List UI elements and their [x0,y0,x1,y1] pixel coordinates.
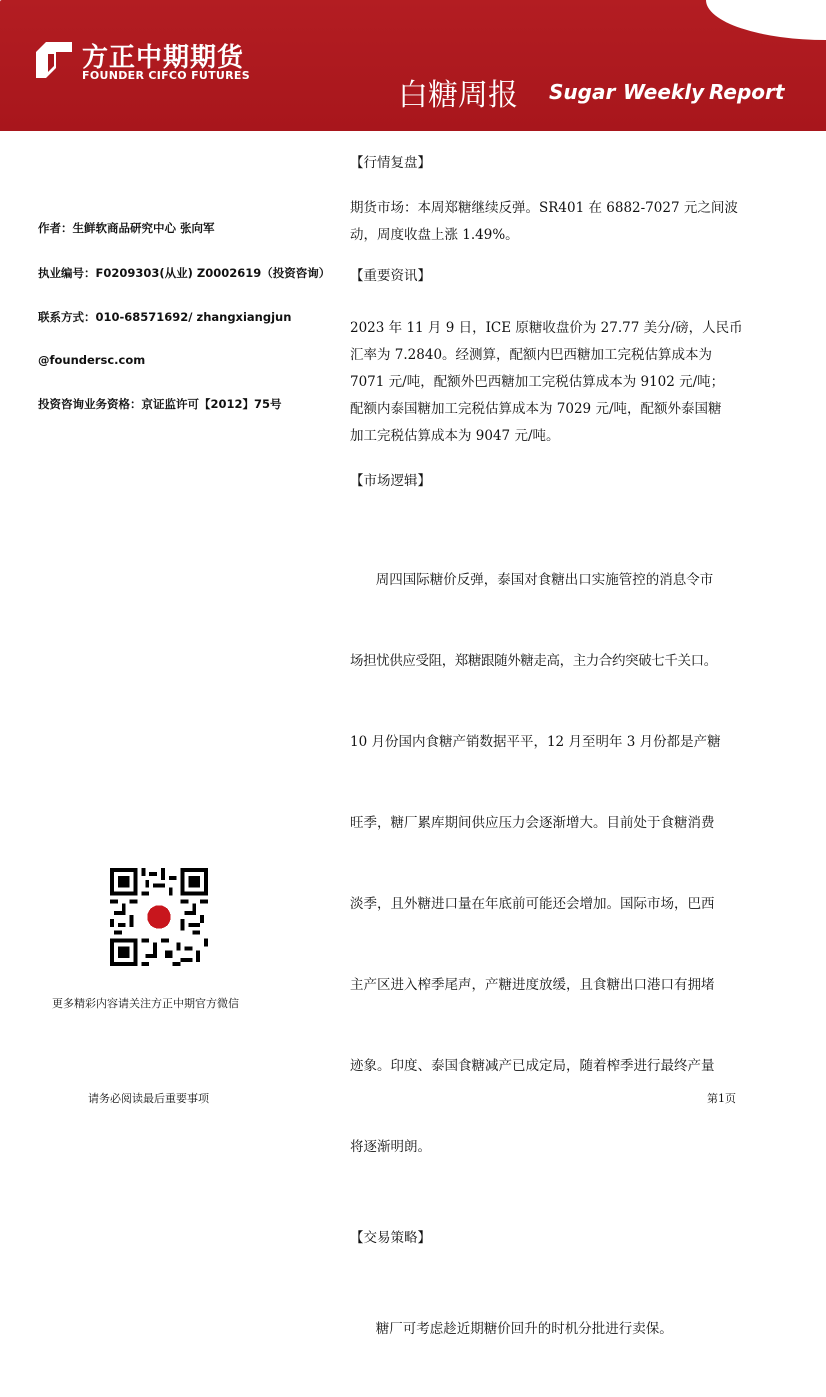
qualification-line: 投资咨询业务资格：京证监许可【2012】75号 [38,397,282,411]
text-line: 糖厂可考虑趁近期糖价回升的时机分批进行卖保。 [350,1321,673,1337]
contact-line: 联系方式：010-68571692/ zhangxiangjun [38,310,292,324]
text-line: 场担忧供应受阻，郑糖跟随外糖走高，主力合约突破七千关口。 [350,653,717,669]
report-title-en-word: Weekly [623,80,705,104]
text-line: 淡季，且外糖进口量在年底前可能还会增加。国际市场，巴西 [350,896,715,912]
text-line: 迹象。印度、泰国食糖减产已成定局，随着榨季进行最终产量 [350,1058,715,1074]
section-title-logic: 【市场逻辑】 [350,473,431,489]
report-header [0,0,826,131]
text-line: 10 月份国内食糖产销数据平平，12 月至明年 3 月份都是产糖 [350,734,721,750]
news-paragraph [350,315,770,450]
company-name-cn: 方正中期期货 [82,43,245,73]
text-line: 旺季，糖厂累库期间供应压力会逐渐增大。目前处于食糖消费 [350,815,715,831]
footer-disclaimer: 请务必阅读最后重要事项 [88,1092,209,1105]
license-line: 执业编号：F0209303(从业) Z0002619（投资咨询） [38,266,331,280]
founder-logo-icon [34,40,74,80]
header-corner-cutout [706,0,826,40]
market-review-paragraph [350,195,770,249]
text-line: 7071 元/吨，配额外巴西糖加工完税估算成本为 9102 元/吨； [350,374,725,390]
email-domain-line: @foundersc.com [38,353,146,367]
report-body [350,150,770,1397]
report-title-cn: 白糖周报 [398,78,518,113]
text-line: 周四国际糖价反弹，泰国对食糖出口实施管控的消息令市 [350,572,714,588]
text-line: 加工完税估算成本为 9047 元/吨。 [350,428,560,444]
company-name-en: FOUNDER CIFCO FUTURES [82,69,250,82]
text-line: 将逐渐明朗。 [350,1139,431,1155]
report-title-en-word: Report [709,80,785,104]
qr-caption: 更多精彩内容请关注方正中期官方微信 [52,997,239,1010]
text-line: 汇率为 7.2840。经测算，配额内巴西糖加工完税估算成本为 [350,347,713,363]
page-number: 第1页 [707,1092,736,1105]
report-title-en-word: Sugar [549,80,616,104]
section-title-strategy: 【交易策略】 [350,1230,431,1246]
wechat-qr-code-icon [110,868,208,966]
text-line: 主产区进入榨季尾声，产糖进度放缓，且食糖出口港口有拥堵 [350,977,715,993]
section-title-news: 【重要资讯】 [350,268,431,284]
text-line: 动，周度收盘上涨 1.49%。 [350,227,519,243]
logic-paragraph [350,513,770,1215]
text-line: 配额内泰国糖加工完税估算成本为 7029 元/吨，配额外泰国糖 [350,401,722,417]
text-line: 2023 年 11 月 9 日，ICE 原糖收盘价为 27.77 美分/磅，人民币 [350,320,743,336]
author-line: 作者：生鲜软商品研究中心 张向军 [38,221,215,235]
text-line: 期货市场：本周郑糖继续反弹。SR401 在 6882-7027 元之间波 [350,200,738,216]
section-title-market-review: 【行情复盘】 [350,155,431,171]
strategy-paragraph [350,1262,770,1397]
